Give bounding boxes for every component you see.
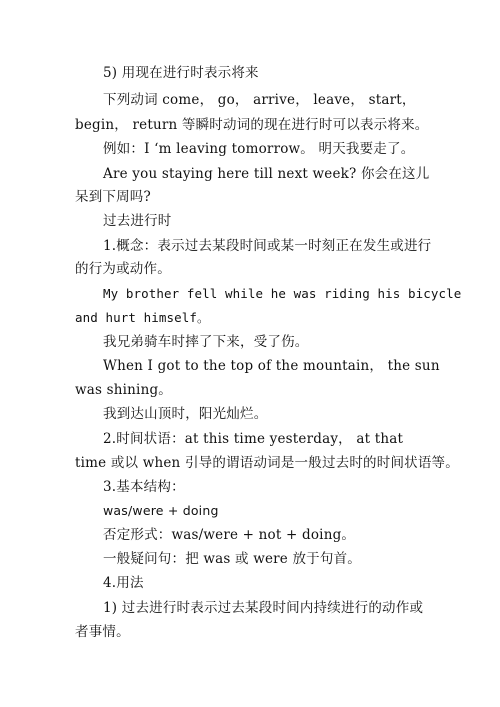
example-line: When I got to the top of the mountain， the sun — [103, 358, 440, 374]
example-line: and hurt himself。 — [75, 310, 210, 325]
example-line: 例如：I ‘m leaving tomorrow。 明天我要走了。 — [103, 141, 415, 157]
translation-line: 我兄弟骑车时摔了下来，受了伤。 — [103, 334, 309, 350]
section-heading-past-progressive: 过去进行时 — [103, 213, 172, 229]
formula-line: was/were + doing — [103, 503, 219, 518]
text-line: 一般疑问句：把 was 或 were 放于句首。 — [103, 551, 361, 567]
text-line: 否定形式：was/were + not + doing。 — [103, 527, 356, 543]
example-line: My brother fell while he was riding his bicycle — [103, 286, 462, 301]
translation-line: 我到达山顶时，阳光灿烂。 — [103, 406, 268, 422]
translation-line: 呆到下周吗? — [75, 189, 151, 205]
text-line: 下列动词 come， go， arrive， leave， start， — [103, 92, 416, 108]
text-line: 1) 过去进行时表示过去某段时间内持续进行的动作或 — [103, 600, 424, 616]
text-line: 3.基本结构： — [103, 479, 185, 495]
text-line: begin， return 等瞬时动词的现在进行时可以表示将来。 — [75, 117, 429, 133]
section-heading-usage: 4.用法 — [103, 575, 144, 591]
text-line: 1.概念：表示过去某段时间或某一时刻正在发生或进行 — [103, 238, 432, 254]
text-line: 的行为或动作。 — [75, 261, 171, 277]
text-line: 者事情。 — [75, 624, 130, 640]
text-line: time 或以 when 引导的谓语动词是一般过去时的时间状语等。 — [75, 455, 459, 471]
example-line: Are you staying here till next week? 你会在这儿 — [103, 166, 430, 182]
text-line: 2.时间状语：at this time yesterday， at that — [103, 431, 404, 447]
section-heading-future-use: 5) 用现在进行时表示将来 — [103, 65, 259, 81]
example-line: was shining。 — [75, 382, 173, 398]
